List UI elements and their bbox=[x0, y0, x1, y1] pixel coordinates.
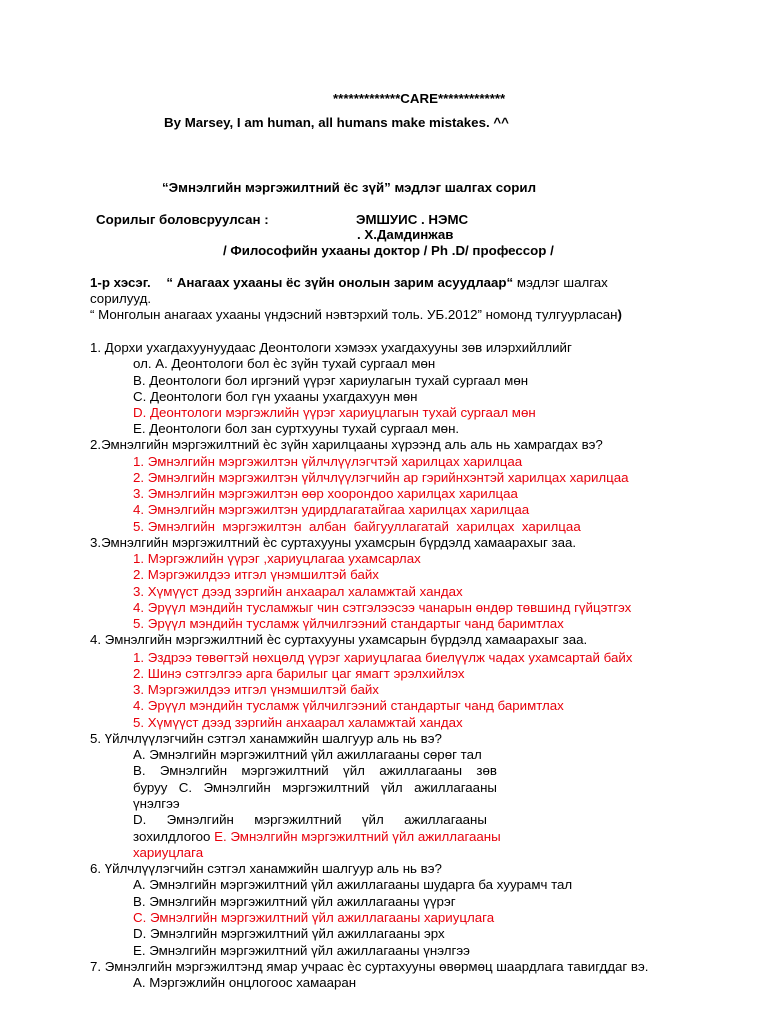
section-heading-cont: сорилууд. bbox=[90, 291, 152, 306]
q5-word: мэргэжилтний bbox=[254, 812, 342, 827]
section-number: 1-р хэсэг. bbox=[90, 275, 151, 290]
q5-word: зөв bbox=[476, 763, 497, 778]
q7-option-a: А. Мэргэжлийн онцлогоос хамааран bbox=[133, 975, 357, 990]
author-title: / Философийн ухааны доктор / Ph .D/ профессор / bbox=[223, 243, 554, 258]
q5-option-e-answer: Е. Эмнэлгийн мэргэжилтний үйл ажиллагааны bbox=[214, 829, 501, 844]
q5-word: үйл bbox=[343, 763, 365, 778]
question-4: 4. Эмнэлгийн мэргэжилтний ѐс суртахууны ухамсарын бүрдэлд хамаарахыг заа. bbox=[90, 632, 588, 647]
q5-option-e-answer-cont: хариуцлага bbox=[133, 845, 204, 860]
q5-option-c-end: үнэлгээ bbox=[133, 796, 180, 811]
q2-option-1: 1. Эмнэлгийн мэргэжилтэн үйлчлүүлэгчтэй харилцах харилцаа bbox=[133, 454, 523, 469]
q5-word: С. bbox=[178, 780, 193, 795]
q4-option-2: 2. Шинэ сэтгэлгээ арга барилыг цаг ямагт эрэлхийлэх bbox=[133, 666, 465, 681]
q1-option-e: Е. Деонтологи бол зан суртхууны тухай сургаал мөн. bbox=[133, 421, 460, 436]
q5-word: мэргэжилтний bbox=[241, 763, 329, 778]
q6-option-b: В. Эмнэлгийн мэргэжилтний үйл ажиллагааны үүрэг bbox=[133, 894, 456, 909]
document-title: “Эмнэлгийн мэргэжилтний ёс зүй” мэдлэг шалгах сорил bbox=[162, 180, 537, 195]
q5-word: Эмнэлгийн bbox=[166, 812, 234, 827]
q3-option-5: 5. Эрүүл мэндийн тусламж үйлчилгээний стандартыг чанд баримтлах bbox=[133, 616, 564, 631]
q2-option-4: 4. Эмнэлгийн мэргэжилтэн удирдлагатайгаа харилцах харилцаа bbox=[133, 502, 530, 517]
q6-option-e: Е. Эмнэлгийн мэргэжилтний үйл ажиллагааны үнэлгээ bbox=[133, 943, 470, 958]
q5-word: буруу bbox=[133, 780, 168, 795]
author-org: ЭМШУИС . НЭМС bbox=[356, 212, 469, 227]
q5-word: ажиллагааны bbox=[404, 812, 487, 827]
question-3: 3.Эмнэлгийн мэргэжилтний ѐс суртахууны ухамсрын бүрдэлд хамаарахыг заа. bbox=[90, 535, 577, 550]
q5-option-b-line bbox=[133, 763, 497, 779]
q5-word: D. bbox=[133, 812, 147, 827]
question-7: 7. Эмнэлгийн мэргэжилтэнд ямар учраас ѐс суртахууны өвөрмөц шаардлага тавигддаг вэ. bbox=[90, 959, 649, 974]
q4-option-3: 3. Мэргэжилдээ итгэл үнэмшилтэй байх bbox=[133, 682, 379, 697]
author-label: Сорилыг боловсруулсан : bbox=[96, 212, 269, 227]
q5-word: В. bbox=[133, 763, 146, 778]
q3-option-4: 4. Эрүүл мэндийн тусламжыг чин сэтгэлээсээ чанарын өндөр төвшинд гүйцэтгэх bbox=[133, 600, 632, 615]
q1-option-b: В. Деонтологи бол иргэний үүрэг хариулагын тухай сургаал мөн bbox=[133, 373, 529, 388]
q1-option-d-answer: D. Деонтологи мэргэжлийн үүрэг хариуцлагын тухай сургаал мөн bbox=[133, 405, 536, 420]
q3-option-1: 1. Мэргэжлийн үүрэг ,хариуцлагаа ухамсарлах bbox=[133, 551, 421, 566]
q5-option-a: А. Эмнэлгийн мэргэжилтний үйл ажиллагааны сөрөг тал bbox=[133, 747, 482, 762]
question-1: 1. Дорхи ухагдахуунуудаас Деонтологи хэмээх ухагдахууны зөв илэрхийллийг bbox=[90, 340, 572, 355]
q5-word: Эмнэлгийн bbox=[203, 780, 271, 795]
q5-option-c-line bbox=[133, 780, 497, 796]
q5-option-d-text: зохилдлогоо bbox=[133, 829, 211, 844]
q5-option-d-end bbox=[133, 829, 501, 845]
q5-word: үйл bbox=[380, 780, 403, 795]
question-6: 6. Үйлчлүүлэгчийн сэтгэл ханамжийн шалгуур аль нь вэ? bbox=[90, 861, 442, 876]
q5-word: үйл bbox=[361, 812, 384, 827]
q4-option-5: 5. Хүмүүст дээд зэргийн анхаарал халамжтай хандах bbox=[133, 715, 463, 730]
q4-option-4: 4. Эрүүл мэндийн тусламж үйлчилгээний стандартыг чанд баримтлах bbox=[133, 698, 564, 713]
section-source bbox=[90, 307, 622, 323]
q3-option-2: 2. Мэргэжилдээ итгэл үнэмшилтэй байх bbox=[133, 567, 379, 582]
author-name: . Х.Дамдинжав bbox=[357, 227, 454, 242]
q5-option-d-line bbox=[133, 812, 487, 828]
q3-option-3: 3. Хүмүүст дээд зэргийн анхаарал халамжтай хандах bbox=[133, 584, 463, 599]
q5-word: Эмнэлгийн bbox=[159, 763, 228, 778]
q2-option-3: 3. Эмнэлгийн мэргэжилтэн өөр хоорондоо харилцах харилцаа bbox=[133, 486, 518, 501]
q1-option-c: С. Деонтологи бол гүн ухааны ухагдахуун мөн bbox=[133, 389, 418, 404]
q1-option-a: ол. А. Деонтологи бол ѐс зүйн тухай сургаал мөн bbox=[133, 356, 436, 371]
section-heading bbox=[90, 275, 608, 291]
q2-option-2: 2. Эмнэлгийн мэргэжилтэн үйлчлүүлэгчийн ар гэрийнхэнтэй харилцах харилцаа bbox=[133, 470, 629, 485]
question-2: 2.Эмнэлгийн мэргэжилтний ѐс зүйн харилцааны хүрээнд аль аль нь хамрагдах вэ? bbox=[90, 437, 603, 452]
q6-option-d: D. Эмнэлгийн мэргэжилтний үйл ажиллагааны эрх bbox=[133, 926, 445, 941]
q5-word: ажиллагааны bbox=[414, 780, 497, 795]
q6-option-c-answer: С. Эмнэлгийн мэргэжилтний үйл ажиллагааны хариуцлага bbox=[133, 910, 495, 925]
section-source-paren: ) bbox=[617, 307, 622, 322]
q5-word: мэргэжилтний bbox=[282, 780, 370, 795]
q6-option-a: А. Эмнэлгийн мэргэжилтний үйл ажиллагааны шударга ба хуурамч тал bbox=[133, 877, 573, 892]
q4-option-1: 1. Эздрээ төвөгтэй нөхцөлд үүрэг хариуцлагаа биелүүлж чадах ухамсартай байх bbox=[133, 650, 633, 665]
question-5: 5. Үйлчлүүлэгчийн сэтгэл ханамжийн шалгуур аль нь вэ? bbox=[90, 731, 442, 746]
section-source-text: “ Монголын анагаах ухааны үндэсний нэвтэрхий толь. УБ.2012” номонд тулгуурласан bbox=[90, 307, 618, 322]
q2-option-5: 5. Эмнэлгийн мэргэжилтэн албан байгууллагатай харилцах харилцаа bbox=[133, 519, 581, 534]
care-banner: *************CARE************* bbox=[333, 91, 506, 106]
q5-word: ажиллагааны bbox=[379, 763, 463, 778]
section-heading-rest: мэдлэг шалгах bbox=[516, 275, 608, 290]
marsey-line: By Marsey, I am human, all humans make mistakes. ^^ bbox=[164, 115, 509, 130]
section-quote: “ Анагаах ухааны ёс зүйн онолын зарим асуудлаар“ bbox=[166, 275, 514, 290]
